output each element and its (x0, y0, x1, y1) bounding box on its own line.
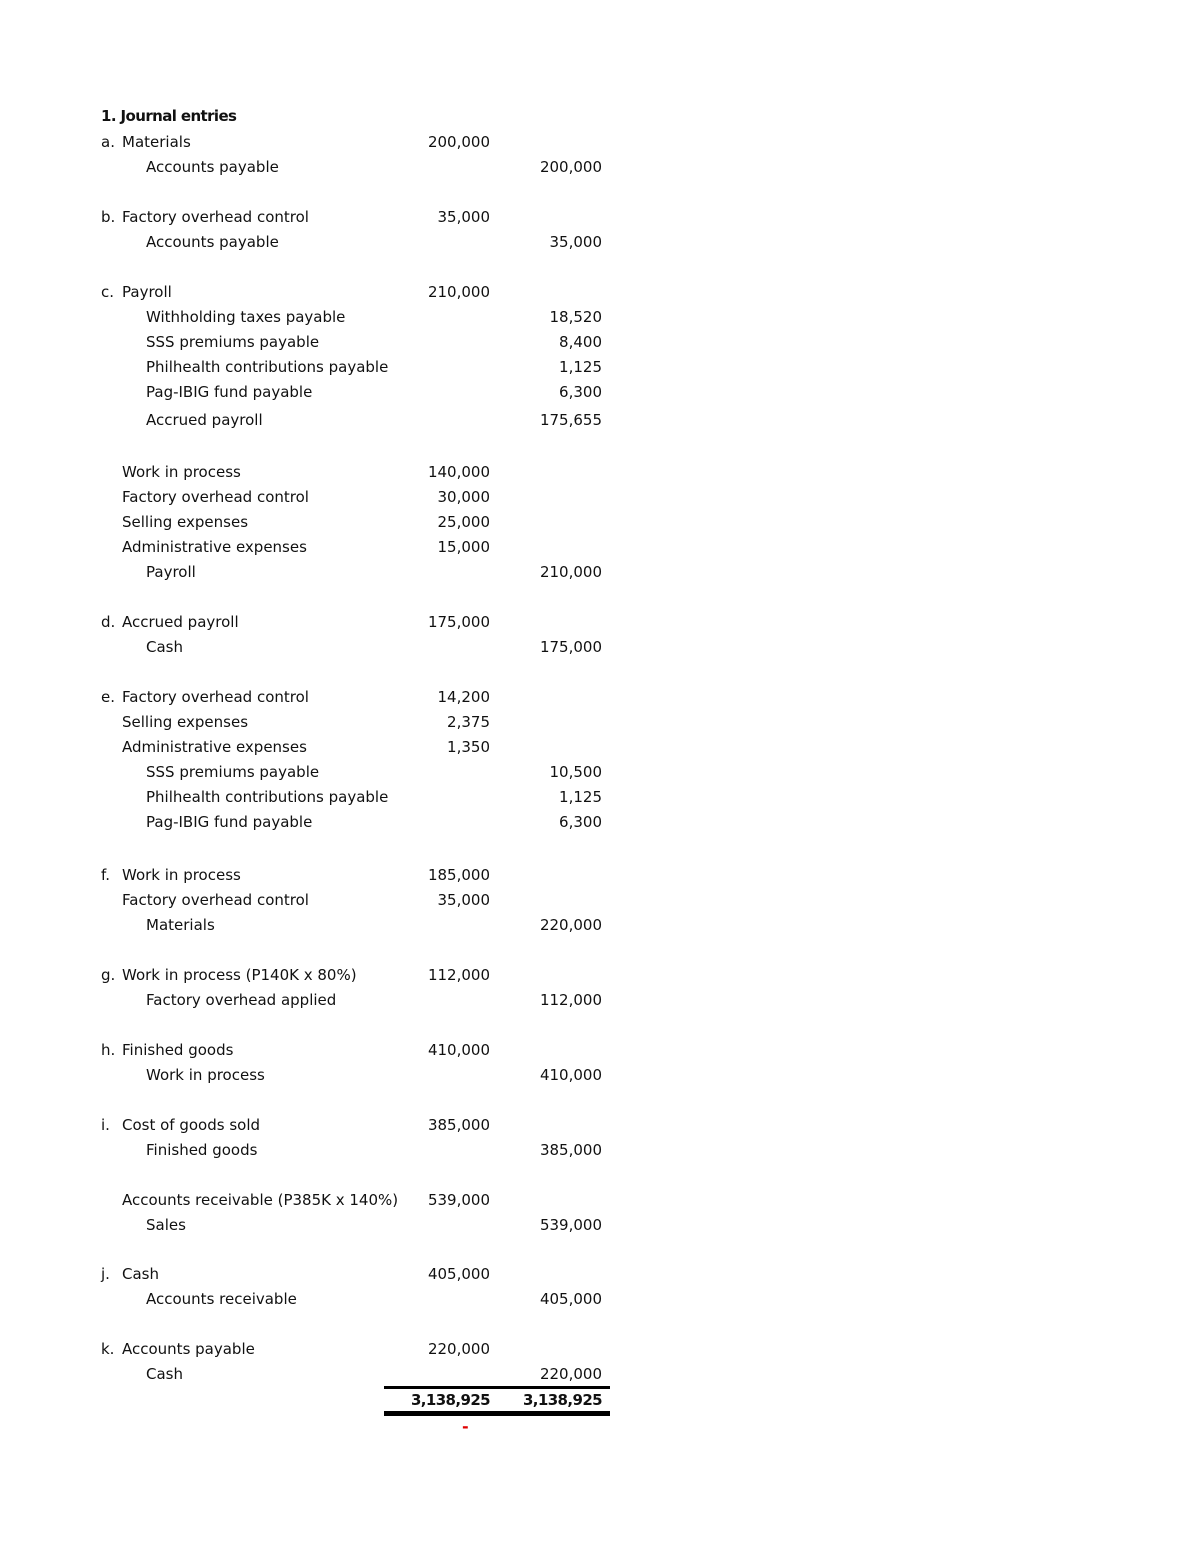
journal-row (0, 611, 620, 633)
credit-amount: 35,000 (549, 233, 602, 251)
debit-amount: 140,000 (427, 463, 490, 481)
journal-row (0, 1114, 620, 1136)
journal-row (0, 686, 620, 708)
account-name: Accounts payable (122, 1340, 255, 1358)
account-name: Administrative expenses (122, 738, 307, 756)
account-name: Payroll (146, 563, 196, 581)
debit-amount: 2,375 (447, 713, 490, 731)
entry-letter: d. (101, 613, 116, 631)
entry-letter: f. (101, 866, 110, 884)
journal-row (0, 1139, 620, 1161)
account-name: Cash (122, 1265, 159, 1283)
account-name: Finished goods (122, 1041, 234, 1059)
journal-row (0, 1263, 620, 1285)
entry-letter: c. (101, 283, 115, 301)
entry-letter: i. (101, 1116, 110, 1134)
account-name: Factory overhead control (122, 891, 309, 909)
account-name: Accounts payable (146, 233, 279, 251)
totals-row (0, 1389, 620, 1411)
account-name: Administrative expenses (122, 538, 307, 556)
debit-amount: 200,000 (427, 133, 490, 151)
account-name: Philhealth contributions payable (146, 788, 389, 806)
journal-row (0, 561, 620, 583)
journal-row (0, 536, 620, 558)
journal-row (0, 636, 620, 658)
account-name: Factory overhead control (122, 208, 309, 226)
credit-amount: 175,000 (539, 638, 602, 656)
credit-amount: 175,655 (539, 411, 602, 429)
account-name: Sales (146, 1216, 186, 1234)
credit-amount: 8,400 (559, 333, 602, 351)
account-name: SSS premiums payable (146, 763, 320, 781)
debit-amount: 15,000 (437, 538, 490, 556)
entry-letter: g. (101, 966, 116, 984)
debit-amount: 220,000 (427, 1340, 490, 1358)
account-name: Accounts receivable (146, 1290, 297, 1308)
account-name: Cash (146, 1365, 183, 1383)
account-name: Accrued payroll (146, 411, 263, 429)
account-name: Materials (146, 916, 215, 934)
journal-row (0, 231, 620, 253)
journal-row (0, 331, 620, 353)
difference-indicator: - (462, 1417, 469, 1436)
journal-row (0, 989, 620, 1011)
journal-row (0, 281, 620, 303)
debit-amount: 35,000 (437, 891, 490, 909)
journal-row (0, 1039, 620, 1061)
account-name: SSS premiums payable (146, 333, 320, 351)
journal-row (0, 1064, 620, 1086)
journal-row (0, 486, 620, 508)
account-name: Accounts receivable (P385K x 140%) (122, 1191, 399, 1209)
account-name: Philhealth contributions payable (146, 358, 389, 376)
credit-amount: 112,000 (539, 991, 602, 1009)
debit-amount: 405,000 (427, 1265, 490, 1283)
account-name: Cost of goods sold (122, 1116, 261, 1134)
journal-row (0, 1363, 620, 1385)
journal-row (0, 811, 620, 833)
journal-row (0, 206, 620, 228)
journal-row (0, 409, 620, 431)
debit-amount: 1,350 (447, 738, 490, 756)
debit-amount: 30,000 (437, 488, 490, 506)
journal-row (0, 964, 620, 986)
credit-amount: 385,000 (539, 1141, 602, 1159)
account-name: Withholding taxes payable (146, 308, 346, 326)
total-debit: 3,138,925 (410, 1391, 490, 1409)
journal-row (0, 914, 620, 936)
credit-amount: 6,300 (559, 383, 602, 401)
journal-row (0, 1214, 620, 1236)
journal-row (0, 786, 620, 808)
debit-amount: 210,000 (427, 283, 490, 301)
journal-row (0, 1189, 620, 1211)
credit-amount: 210,000 (539, 563, 602, 581)
journal-row (0, 736, 620, 758)
debit-amount: 539,000 (427, 1191, 490, 1209)
account-name: Pag-IBIG fund payable (146, 383, 313, 401)
account-name: Pag-IBIG fund payable (146, 813, 313, 831)
journal-row (0, 1288, 620, 1310)
account-name: Payroll (122, 283, 172, 301)
journal-row (0, 306, 620, 328)
entry-letter: b. (101, 208, 116, 226)
account-name: Cash (146, 638, 183, 656)
entry-letter: k. (101, 1340, 115, 1358)
total-credit: 3,138,925 (522, 1391, 602, 1409)
credit-amount: 410,000 (539, 1066, 602, 1084)
journal-row (0, 356, 620, 378)
account-name: Work in process (122, 866, 241, 884)
account-name: Accrued payroll (122, 613, 239, 631)
debit-amount: 112,000 (427, 966, 490, 984)
journal-row (0, 461, 620, 483)
account-name: Factory overhead control (122, 488, 309, 506)
debit-amount: 385,000 (427, 1116, 490, 1134)
credit-amount: 200,000 (539, 158, 602, 176)
debit-amount: 35,000 (437, 208, 490, 226)
debit-amount: 175,000 (427, 613, 490, 631)
journal-row (0, 381, 620, 403)
credit-amount: 220,000 (539, 916, 602, 934)
credit-amount: 6,300 (559, 813, 602, 831)
journal-row (0, 1338, 620, 1360)
credit-amount: 18,520 (549, 308, 602, 326)
account-name: Factory overhead applied (146, 991, 337, 1009)
journal-row (0, 864, 620, 886)
journal-row (0, 711, 620, 733)
entry-letter: a. (101, 133, 115, 151)
account-name: Work in process (P140K x 80%) (122, 966, 357, 984)
journal-row (0, 889, 620, 911)
account-name: Selling expenses (122, 713, 249, 731)
account-name: Work in process (122, 463, 241, 481)
credit-amount: 539,000 (539, 1216, 602, 1234)
account-name: Materials (122, 133, 191, 151)
journal-row (0, 761, 620, 783)
entry-letter: e. (101, 688, 115, 706)
credit-amount: 1,125 (559, 788, 602, 806)
credit-amount: 1,125 (559, 358, 602, 376)
debit-amount: 410,000 (427, 1041, 490, 1059)
debit-amount: 185,000 (427, 866, 490, 884)
account-name: Selling expenses (122, 513, 249, 531)
account-name: Factory overhead control (122, 688, 309, 706)
debit-amount: 25,000 (437, 513, 490, 531)
section-title: 1. Journal entries (101, 107, 237, 125)
credit-amount: 405,000 (539, 1290, 602, 1308)
account-name: Accounts payable (146, 158, 279, 176)
total-double-rule (384, 1411, 610, 1416)
journal-row (0, 511, 620, 533)
journal-row (0, 156, 620, 178)
account-name: Work in process (146, 1066, 265, 1084)
account-name: Finished goods (146, 1141, 258, 1159)
journal-row (0, 131, 620, 153)
credit-amount: 10,500 (549, 763, 602, 781)
debit-amount: 14,200 (437, 688, 490, 706)
entry-letter: h. (101, 1041, 116, 1059)
entry-letter: j. (101, 1265, 110, 1283)
credit-amount: 220,000 (539, 1365, 602, 1383)
